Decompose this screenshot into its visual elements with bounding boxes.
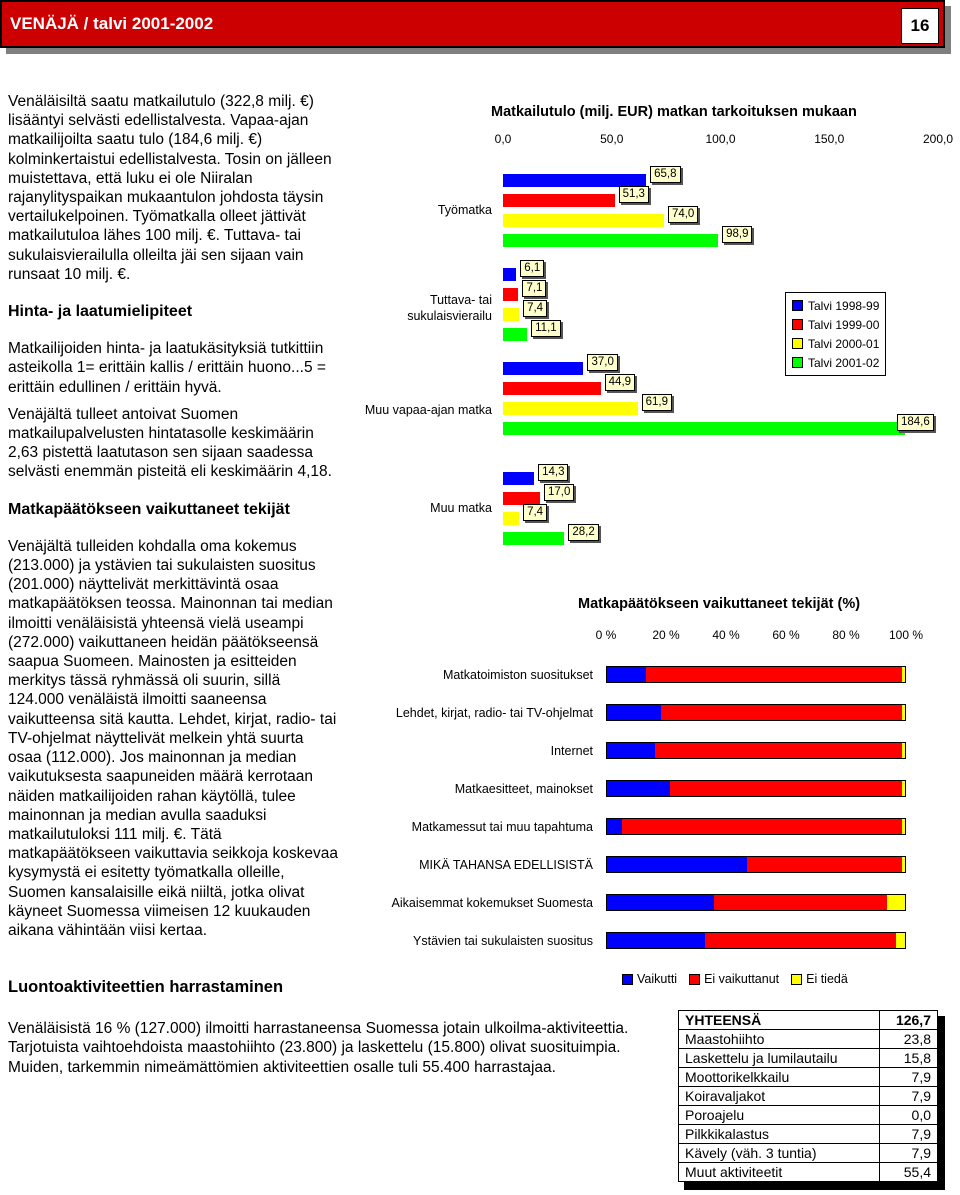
- chart1-x-tick: 100,0: [705, 132, 736, 146]
- chart2-stacked-bar: [606, 780, 906, 797]
- chart1-bar: [503, 472, 534, 485]
- table-cell-value: 126,7: [879, 1011, 937, 1030]
- chart1-data-label: 61,9: [642, 394, 672, 411]
- table-cell-value: 55,4: [879, 1163, 937, 1182]
- chart2-stacked-bar: [606, 932, 906, 949]
- chart1-legend-item: [792, 353, 879, 372]
- left-text-column: [8, 92, 338, 948]
- chart2-stacked-bar: [606, 666, 906, 683]
- table-cell-label: Moottorikelkkailu: [679, 1068, 880, 1087]
- table-cell-value: 7,9: [879, 1068, 937, 1087]
- travel-decision-chart: [348, 592, 948, 992]
- chart2-category-label: MIKÄ TAHANSA EDELLISISTÄ: [419, 858, 593, 872]
- chart1-legend-item: [792, 315, 879, 334]
- section-heading-nature-activities: Luontoaktiviteettien harrastaminen: [8, 978, 284, 996]
- chart2-bar-segment: [607, 895, 714, 910]
- chart2-bar-segment: [661, 705, 902, 720]
- chart2-bar-segment: [887, 895, 905, 910]
- chart2-bar-segment: [747, 857, 902, 872]
- chart2-title: Matkapäätökseen vaikuttaneet tekijät (%): [578, 596, 861, 612]
- chart1-x-tick: 150,0: [814, 132, 845, 146]
- chart2-bar-segment: [902, 705, 905, 720]
- chart2-category-label: Lehdet, kirjat, radio- tai TV-ohjelmat: [395, 706, 593, 720]
- chart1-category-label: Muu vapaa-ajan matka: [364, 403, 492, 417]
- table-row: [679, 1049, 938, 1068]
- chart2-x-tick: 60 %: [772, 628, 800, 642]
- chart1-data-label: 14,3: [538, 464, 568, 481]
- chart1-title: Matkailutulo (milj. EUR) matkan tarkoituksen mukaan: [491, 104, 857, 120]
- table-cell-label: Muut aktiviteetit: [679, 1163, 880, 1182]
- table-cell-value: 15,8: [879, 1049, 937, 1068]
- chart1-data-label: 7,1: [522, 280, 546, 297]
- chart1-bar: [503, 512, 519, 525]
- chart1-category-label: Työmatka: [437, 203, 492, 217]
- table-cell-label: Kävely (väh. 3 tuntia): [679, 1144, 880, 1163]
- chart1-data-label: 6,1: [520, 260, 544, 277]
- table-cell-label: Laskettelu ja lumilautailu: [679, 1049, 880, 1068]
- chart1-legend-item: [792, 334, 879, 353]
- table-row: [679, 1125, 938, 1144]
- table-cell-value: 7,9: [879, 1125, 937, 1144]
- travel-decision-paragraph: Venäjältä tulleiden kohdalla oma kokemus (213.000) ja ystävien tai sukulaisten suositus (201.000) näyttelivät merkittävintä osaa matkapäätöksen teossa. Mainonnan tai median ilmoitti venäläisistä yhteensä vielä useampi (272.000) vaikuttaneen heidän päätökseensä saapua Suomeen. Mainosten ja esitteiden merkitys tässä ryhmässä oli suurin, sillä 124.000 venäläistä ilmoitti saaneensa vaikutteensa sitä kautta. Lehdet, kirjat, radio- tai TV-ohjelmat näyttelivät melkein yhtä suurta osaa (112.000). Jos mainonnan ja median vaikutuksesta saapuneiden määrä kerrotaan näiden matkailijoiden rahan käytöllä, tulee mainonnan ja median avulla saaduksi matkailutuloksi 111 milj. €. Tätä matkapäätökseen vaikuttavia seikkoja koskevaa kysymystä ei esitetty työmatkalla olleille, Suomen kansalaisille eikä niiltä, jotka olivat käyneet Suomessa viimeisen 12 kuukauden aikana vähintään viisi kertaa.: [8, 537, 338, 939]
- chart2-x-tick: 40 %: [712, 628, 740, 642]
- chart1-data-label: 98,9: [722, 226, 752, 243]
- chart1-x-tick: 0,0: [494, 132, 512, 146]
- chart2-stacked-bar: [606, 856, 906, 873]
- chart2-legend-label: Vaikutti: [637, 972, 678, 986]
- table-cell-label: Pilkkikalastus: [679, 1125, 880, 1144]
- chart2-x-tick: 0 %: [595, 628, 617, 642]
- table-cell-value: 0,0: [879, 1106, 937, 1125]
- chart2-bar-segment: [607, 933, 705, 948]
- table-row: [679, 1030, 938, 1049]
- chart1-legend-swatch: [792, 319, 803, 330]
- chart2-category-label: Internet: [550, 744, 593, 758]
- chart2-x-tick: 100 %: [888, 628, 924, 642]
- chart1-data-label: 28,2: [568, 524, 598, 541]
- table-cell-value: 23,8: [879, 1030, 937, 1049]
- tourism-income-chart: [348, 92, 954, 592]
- table-cell-label: Poroajelu: [679, 1106, 880, 1125]
- chart1-bar: [503, 194, 615, 207]
- chart2-bar-segment: [607, 857, 747, 872]
- chart2-bar-segment: [607, 819, 622, 834]
- chart2-legend-item: [791, 972, 848, 986]
- chart2-legend-label: Ei vaikuttanut: [704, 972, 780, 986]
- chart1-bar: [503, 402, 638, 415]
- page-header: [0, 0, 945, 48]
- table-cell-label: YHTEENSÄ: [679, 1011, 880, 1030]
- section-heading-price-quality: Hinta- ja laatumielipiteet: [8, 303, 193, 321]
- chart1-data-label: 7,4: [523, 300, 547, 317]
- chart1-legend-swatch: [792, 357, 803, 368]
- chart1-bar: [503, 532, 564, 545]
- chart2-bar-segment: [902, 667, 905, 682]
- chart2-legend-label: Ei tiedä: [806, 972, 848, 986]
- chart2-bar-segment: [714, 895, 887, 910]
- table-cell-label: Koiravaljakot: [679, 1087, 880, 1106]
- chart1-data-label: 44,9: [605, 374, 635, 391]
- chart1-bar: [503, 234, 718, 247]
- chart1-bar: [503, 268, 516, 281]
- chart2-legend-swatch: [791, 974, 802, 985]
- chart2-stacked-bar: [606, 894, 906, 911]
- chart1-data-label: 11,1: [531, 320, 561, 337]
- price-quality-paragraph-2: Venäjältä tulleet antoivat Suomen matkailupalvelusten hintatasolle keskimäärin 2,63 pistettä laatutason sen sijaan saadessa selvästi enemmän pisteitä eli keskimäärin 4,18.: [8, 405, 332, 481]
- chart1-legend-swatch: [792, 338, 803, 349]
- chart2-bar-segment: [896, 933, 905, 948]
- table-cell-value: 7,9: [879, 1144, 937, 1163]
- chart2-bar-segment: [646, 667, 902, 682]
- chart1-bar: [503, 382, 601, 395]
- chart1-x-tick: 50,0: [600, 132, 624, 146]
- chart1-data-label: 74,0: [668, 206, 698, 223]
- chart2-stacked-bar: [606, 818, 906, 835]
- chart1-legend-swatch: [792, 300, 803, 311]
- chart1-bar: [503, 288, 518, 301]
- intro-paragraph: Venäläisiltä saatu matkailutulo (322,8 milj. €) lisääntyi selvästi edellistalvesta. Vapaa-ajan matkailijoilta saatu tulo (184,6 milj. €) kolminkertaistui edellistalvesta. Tosin on jälleen muistettava, että luku ei ole Niiralan rajanylityspaikan mukaantulon johdosta täysin vertailukelpoinen. Työmatkalla olleet jättivät matkailutuloa lähes 100 milj. €. Tuttava- tai sukulaisvierailulla olleilta jäi sen sijaan vain runsaat 10 milj. €.: [8, 93, 332, 283]
- chart1-legend-label: Talvi 2000-01: [808, 336, 880, 351]
- chart2-category-label: Matkamessut tai muu tapahtuma: [411, 820, 593, 834]
- chart2-x-tick: 20 %: [652, 628, 680, 642]
- chart1-bar: [503, 214, 664, 227]
- chart1-category-label: Muu matka: [430, 501, 492, 515]
- page-number: 16: [901, 8, 939, 44]
- chart2-bar-segment: [607, 781, 670, 796]
- chart2-bar-segment: [622, 819, 902, 834]
- chart2-stacked-bar: [606, 704, 906, 721]
- chart2-category-label: Aikaisemmat kokemukset Suomesta: [391, 896, 593, 910]
- nature-activities-paragraph: Venäläisistä 16 % (127.000) ilmoitti harrastaneensa Suomessa jotain ulkoilma-aktiviteettia. Tarjotuista vaihtoehdoista maastohiihto (23.800) ja laskettelu (15.800) olivat suosituimpia. Muiden, tarkemmin nimeämättömien aktiviteettien osalle tuli 55.400 harrastajaa.: [8, 1020, 629, 1076]
- chart1-bar: [503, 308, 519, 321]
- section-heading-travel-decision: Matkapäätökseen vaikuttaneet tekijät: [8, 500, 290, 518]
- chart1-x-tick: 200,0: [922, 132, 954, 146]
- table-cell-value: 7,9: [879, 1087, 937, 1106]
- activity-table: [678, 1010, 938, 1182]
- chart1-bar: [503, 362, 583, 375]
- table-row: [679, 1144, 938, 1163]
- chart1-legend-label: Talvi 1999-00: [808, 317, 880, 332]
- chart1-legend-item: [792, 296, 879, 315]
- price-quality-paragraph-1: Matkailijoiden hinta- ja laatukäsityksiä tutkittiin asteikolla 1= erittäin kallis / erittäin huono...5 = erittäin edullinen / erittäin hyvä.: [8, 340, 326, 396]
- chart2-bar-segment: [607, 667, 646, 682]
- chart1-legend-label: Talvi 1998-99: [808, 298, 880, 313]
- table-row: [679, 1087, 938, 1106]
- chart2-bar-segment: [655, 743, 902, 758]
- chart2-bar-segment: [902, 857, 905, 872]
- chart2-category-label: Ystävien tai sukulaisten suositus: [413, 934, 593, 948]
- chart1-data-label: 37,0: [587, 354, 617, 371]
- header-title: VENÄJÄ / talvi 2001-2002: [10, 14, 214, 33]
- table-row: [679, 1106, 938, 1125]
- table-row: [679, 1068, 938, 1087]
- chart1-legend-label: Talvi 2001-02: [808, 355, 880, 370]
- chart2-category-label: Matkaesitteet, mainokset: [454, 782, 593, 796]
- chart1-bar: [503, 422, 905, 435]
- chart1-data-label: 7,4: [523, 504, 547, 521]
- chart2-bar-segment: [902, 781, 905, 796]
- table-row: [679, 1011, 938, 1030]
- chart2-bar-segment: [607, 705, 661, 720]
- chart2-stacked-bar: [606, 742, 906, 759]
- chart1-category-label: Tuttava- tai sukulaisvierailu: [407, 293, 492, 323]
- chart2-bar-segment: [670, 781, 902, 796]
- chart2-legend-swatch: [689, 974, 700, 985]
- chart2-bar-segment: [607, 743, 655, 758]
- chart2-legend-item: [689, 972, 779, 986]
- table-row: [679, 1163, 938, 1182]
- chart1-data-label: 65,8: [650, 166, 680, 183]
- chart1-bar: [503, 328, 527, 341]
- table-cell-label: Maastohiihto: [679, 1030, 880, 1049]
- chart2-category-label: Matkatoimiston suositukset: [442, 668, 593, 682]
- chart2-x-tick: 80 %: [832, 628, 860, 642]
- chart2-bar-segment: [902, 743, 905, 758]
- chart1-data-label: 51,3: [619, 186, 649, 203]
- chart2-bar-segment: [705, 933, 896, 948]
- chart1-legend: [785, 292, 886, 376]
- bottom-text: [8, 978, 668, 1085]
- chart2-bar-segment: [902, 819, 905, 834]
- chart1-data-label: 184,6: [897, 414, 934, 431]
- chart1-data-label: 17,0: [544, 484, 574, 501]
